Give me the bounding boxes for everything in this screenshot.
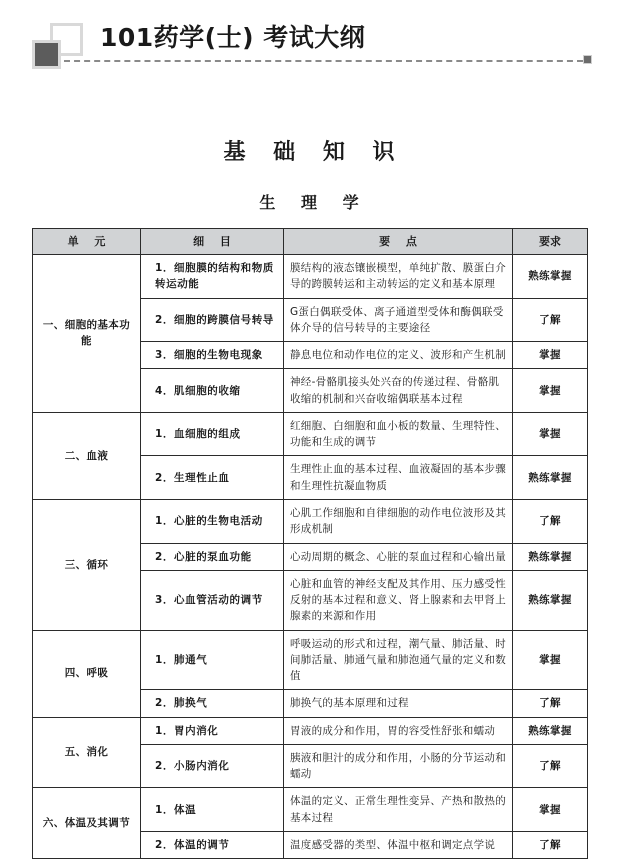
points-cell: 生理性止血的基本过程、血液凝固的基本步骤和生理性抗凝血物质 bbox=[284, 456, 513, 500]
detail-cell: 1．体温 bbox=[141, 788, 284, 832]
header-divider-rule bbox=[64, 60, 583, 62]
section-title-main: 基 础 知 识 bbox=[223, 140, 405, 165]
table-row bbox=[33, 630, 588, 690]
points-cell: 心脏和血管的神经支配及其作用、压力感受性反射的基本过程和意义、肾上腺素和去甲肾上腺素的来源和作用 bbox=[284, 570, 513, 630]
detail-cell: 2．肺换气 bbox=[141, 690, 284, 717]
detail-cell: 3．心血管活动的调节 bbox=[141, 570, 284, 630]
document-header bbox=[0, 0, 618, 92]
detail-cell: 2．小肠内消化 bbox=[141, 744, 284, 788]
detail-cell: 1．肺通气 bbox=[141, 630, 284, 690]
unit-cell: 一、细胞的基本功能 bbox=[33, 255, 141, 413]
detail-cell: 1．心脏的生物电活动 bbox=[141, 499, 284, 543]
points-cell: 胰液和胆汁的成分和作用，小肠的分节运动和蠕动 bbox=[284, 744, 513, 788]
detail-cell: 4．肌细胞的收缩 bbox=[141, 369, 284, 413]
requirement-cell: 熟练掌握 bbox=[513, 255, 588, 299]
unit-cell: 二、血液 bbox=[33, 412, 141, 499]
detail-cell: 1．胃内消化 bbox=[141, 717, 284, 744]
requirement-cell: 了解 bbox=[513, 831, 588, 858]
points-cell: 胃液的成分和作用，胃的容受性舒张和蠕动 bbox=[284, 717, 513, 744]
unit-cell: 五、消化 bbox=[33, 717, 141, 788]
detail-cell: 2．体温的调节 bbox=[141, 831, 284, 858]
requirement-cell: 掌握 bbox=[513, 369, 588, 413]
table-header bbox=[33, 229, 588, 255]
requirement-cell: 熟练掌握 bbox=[513, 456, 588, 500]
requirement-cell: 掌握 bbox=[513, 412, 588, 456]
requirement-cell: 了解 bbox=[513, 499, 588, 543]
requirement-cell: 熟练掌握 bbox=[513, 570, 588, 630]
table-row bbox=[33, 717, 588, 744]
rule-end-square-icon bbox=[583, 55, 592, 64]
points-cell: 神经-骨骼肌接头处兴奋的传递过程、骨骼肌收缩的机制和兴奋收缩偶联基本过程 bbox=[284, 369, 513, 413]
table-row bbox=[33, 412, 588, 456]
requirement-cell: 熟练掌握 bbox=[513, 717, 588, 744]
filled-square-icon bbox=[32, 40, 61, 69]
column-header-detail: 细 目 bbox=[141, 229, 284, 255]
points-cell: 温度感受器的类型、体温中枢和调定点学说 bbox=[284, 831, 513, 858]
table-row bbox=[33, 788, 588, 832]
table-row bbox=[33, 255, 588, 299]
column-header-unit: 单 元 bbox=[33, 229, 141, 255]
table-row bbox=[33, 499, 588, 543]
requirement-cell: 熟练掌握 bbox=[513, 543, 588, 570]
points-cell: 肺换气的基本原理和过程 bbox=[284, 690, 513, 717]
requirement-cell: 了解 bbox=[513, 744, 588, 788]
points-cell: 体温的定义、正常生理性变异、产热和散热的基本过程 bbox=[284, 788, 513, 832]
requirement-cell: 掌握 bbox=[513, 788, 588, 832]
unit-cell: 四、呼吸 bbox=[33, 630, 141, 717]
column-header-requirement: 要求 bbox=[513, 229, 588, 255]
points-cell: 静息电位和动作电位的定义、波形和产生机制 bbox=[284, 342, 513, 369]
requirement-cell: 了解 bbox=[513, 690, 588, 717]
points-cell: 心肌工作细胞和自律细胞的动作电位波形及其形成机制 bbox=[284, 499, 513, 543]
points-cell: 膜结构的液态镶嵌模型，单纯扩散、膜蛋白介导的跨膜转运和主动转运的定义和基本原理 bbox=[284, 255, 513, 299]
section-title-sub: 生 理 学 bbox=[259, 193, 369, 212]
detail-cell: 1．血细胞的组成 bbox=[141, 412, 284, 456]
table-body bbox=[33, 255, 588, 859]
points-cell: 红细胞、白细胞和血小板的数量、生理特性、功能和生成的调节 bbox=[284, 412, 513, 456]
page-title: 101药学(士) 考试大纲 bbox=[100, 23, 366, 52]
requirement-cell: 掌握 bbox=[513, 630, 588, 690]
detail-cell: 1．细胞膜的结构和物质转运动能 bbox=[141, 255, 284, 299]
points-cell: 心动周期的概念、心脏的泵血过程和心输出量 bbox=[284, 543, 513, 570]
detail-cell: 3．细胞的生物电现象 bbox=[141, 342, 284, 369]
unit-cell: 六、体温及其调节 bbox=[33, 788, 141, 859]
table-header-row bbox=[33, 229, 588, 255]
requirement-cell: 掌握 bbox=[513, 342, 588, 369]
detail-cell: 2．生理性止血 bbox=[141, 456, 284, 500]
syllabus-table bbox=[32, 228, 588, 859]
column-header-points: 要 点 bbox=[284, 229, 513, 255]
points-cell: G蛋白偶联受体、离子通道型受体和酶偶联受体介导的信号转导的主要途径 bbox=[284, 298, 513, 342]
points-cell: 呼吸运动的形式和过程，潮气量、肺活量、时间肺活量、肺通气量和肺泡通气量的定义和数值 bbox=[284, 630, 513, 690]
unit-cell: 三、循环 bbox=[33, 499, 141, 630]
detail-cell: 2．心脏的泵血功能 bbox=[141, 543, 284, 570]
requirement-cell: 了解 bbox=[513, 298, 588, 342]
detail-cell: 2．细胞的跨膜信号转导 bbox=[141, 298, 284, 342]
